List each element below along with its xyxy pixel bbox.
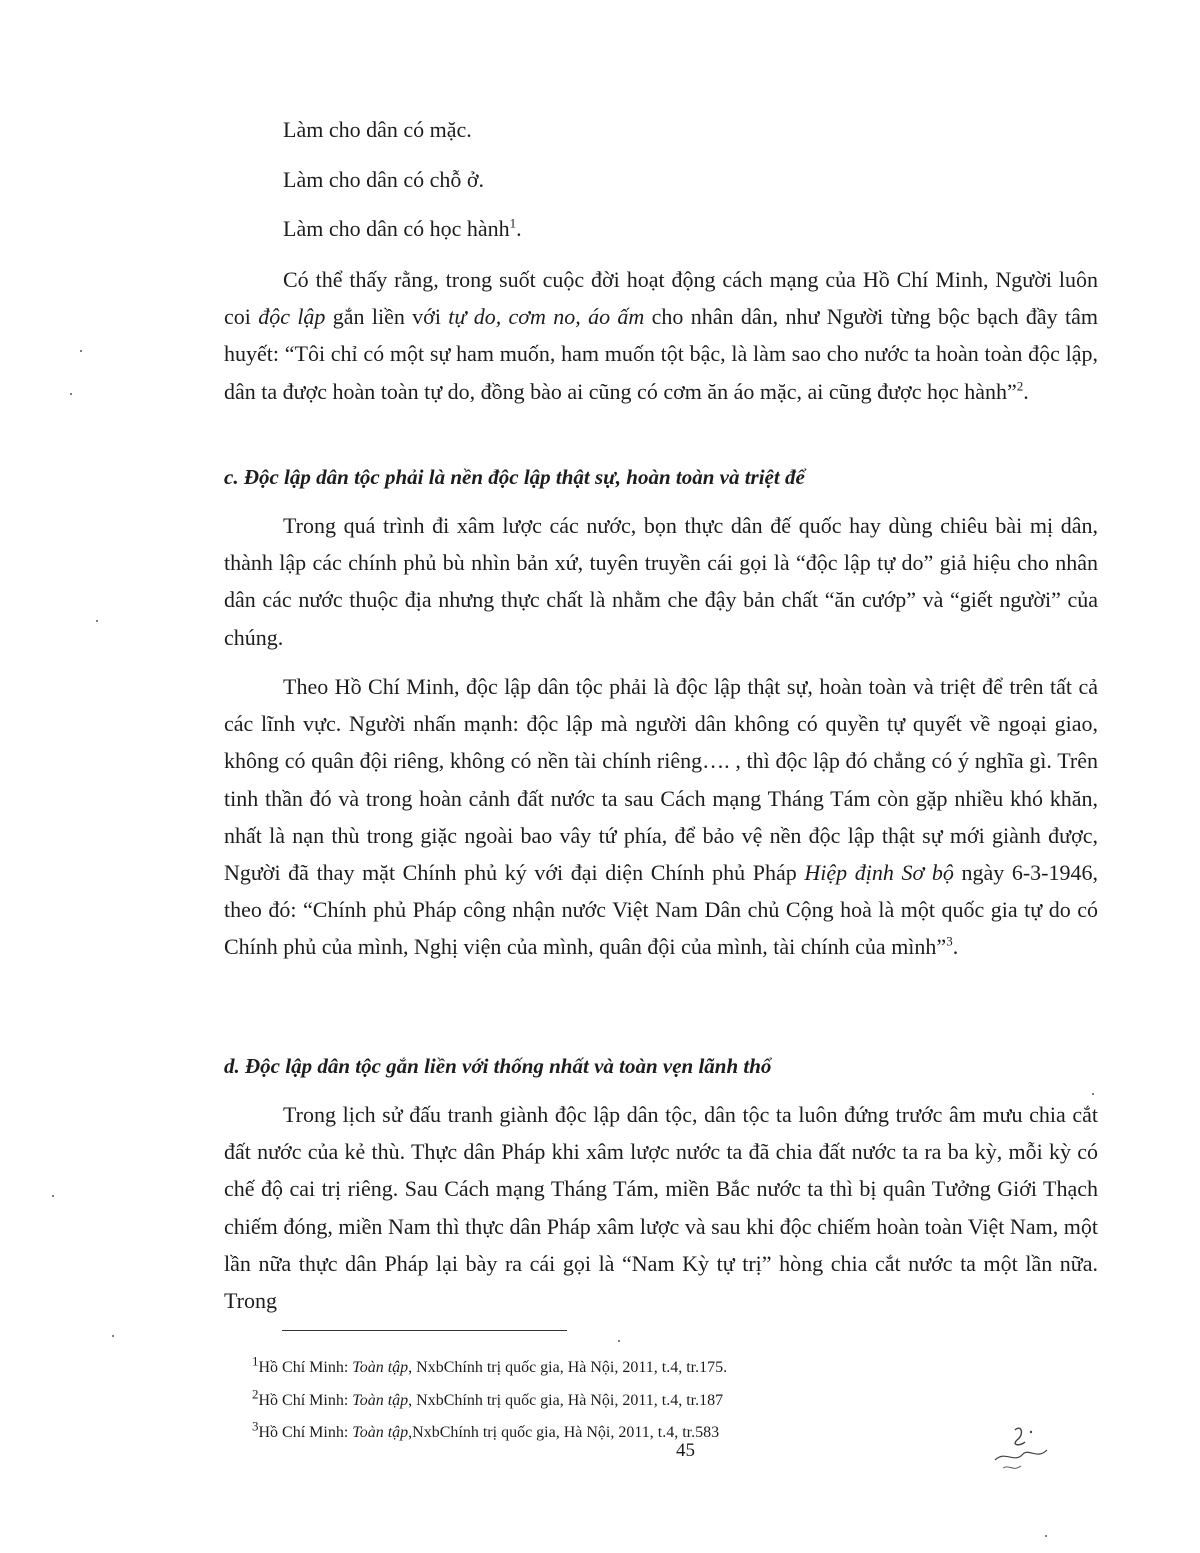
handwritten-initials (985, 1420, 1055, 1480)
section-heading-d: d. Độc lập dân tộc gắn liền với thống nhất và toàn vẹn lãnh thổ (224, 1054, 772, 1078)
footnote-ref-2: 2 (1016, 378, 1024, 394)
paragraph-colonial-tactics: Trong quá trình đi xâm lược các nước, bọn thực dân đế quốc hay dùng chiêu bài mị dân, thành lập các chính phủ bù nhìn bản xứ, tuyên truyền cái gọi là “độc lập tự do” giả hiệu cho nhân dân các nước thuộc địa nhưng thực chất là nhằm che đậy bản chất “ăn cướp” và “giết người” của chúng. (224, 513, 1098, 650)
list-line-clothing: Làm cho dân có mặc. (283, 117, 472, 142)
list-line-housing: Làm cho dân có chỗ ở. (283, 167, 485, 192)
footnote-2: $^2$Hồ Chí Minh: Toàn tập, NxbChính trị quốc gia, Hà Nội, 2011, t.4, tr.187 (252, 1386, 724, 1409)
footnote-ref-3: 3 (946, 934, 953, 950)
scan-speck (80, 350, 82, 352)
footnote-separator (282, 1330, 567, 1331)
scan-speck (112, 1335, 114, 1337)
paragraph-independence-freedom: Có thể thấy rằng, trong suốt cuộc đời hoạt động cách mạng của Hồ Chí Minh, Người luôn coi độc lập gắn liền với tự do, cơm no, áo ấm cho nhân dân, như Người từng bộc bạch đầy tâm huyết: “Tôi chỉ có một sự ham muốn, ham muốn tột bậc, là làm sao cho nước ta hoàn toàn độc lập, dân ta được hoàn toàn tự do, đồng bào ai cũng có cơm ăn áo mặc, ai cũng được học hành”$^2$. (224, 267, 1098, 404)
scan-speck (618, 1340, 620, 1342)
scan-speck (52, 1195, 54, 1197)
section-heading-c: c. Độc lập dân tộc phải là nền độc lập thật sự, hoàn toàn và triệt để (224, 465, 805, 489)
list-line-education: Làm cho dân có học hành$^1$. (283, 215, 522, 241)
footnote-1: $^1$Hồ Chí Minh: Toàn tập, NxbChính trị quốc gia, Hà Nội, 2011, t.4, tr.175. (252, 1353, 728, 1376)
footnote-ref-1: 1 (509, 215, 517, 231)
footnote-3: $^3$Hồ Chí Minh: Toàn tập,NxbChính trị quốc gia, Hà Nội, 2011, t.4, tr.583 (252, 1418, 720, 1441)
scan-speck (1045, 1535, 1047, 1537)
paragraph-true-independence: Theo Hồ Chí Minh, độc lập dân tộc phải là độc lập thật sự, hoàn toàn và triệt để trên tất cả các lĩnh vực. Người nhấn mạnh: độc lập mà người dân không có quyền tự quyết về ngoại giao, không có quân đội riêng, không có nền tài chính riêng…. , thì độc lập đó chẳng có ý nghĩa gì. Trên tinh thần đó và trong hoàn cảnh đất nước ta sau Cách mạng Tháng Tám còn gặp nhiều khó khăn, nhất là nạn thù trong giặc ngoài bao vây tứ phía, để bảo vệ nền độc lập thật sự mới giành được, Người đã thay mặt Chính phủ ký với đại diện Chính phủ Pháp Hiệp định Sơ bộ ngày 6-3-1946, theo đó: “Chính phủ Pháp công nhận nước Việt Nam Dân chủ Cộng hoà là một quốc gia tự do có Chính phủ của mình, Nghị viện của mình, quân đội của mình, tài chính của mình”$^3$. (224, 674, 1098, 960)
scan-speck (70, 393, 72, 395)
page-number: 45 (676, 1440, 695, 1461)
scan-speck (1092, 1093, 1094, 1095)
paragraph-territorial-unity: Trong lịch sử đấu tranh giành độc lập dân tộc, dân tộc ta luôn đứng trước âm mưu chia cắt đất nước của kẻ thù. Thực dân Pháp khi xâm lược nước ta đã chia đất nước ta ra ba kỳ, mỗi kỳ có chế độ cai trị riêng. Sau Cách mạng Tháng Tám, miền Bắc nước ta thì bị quân Tưởng Giới Thạch chiếm đóng, miền Nam thì thực dân Pháp xâm lược và sau khi độc chiếm hoàn toàn Việt Nam, một lần nữa thực dân Pháp lại bày ra cái gọi là “Nam Kỳ tự trị” hòng chia cắt nước ta một lần nữa. Trong (224, 1102, 1098, 1314)
scan-speck (96, 620, 98, 622)
